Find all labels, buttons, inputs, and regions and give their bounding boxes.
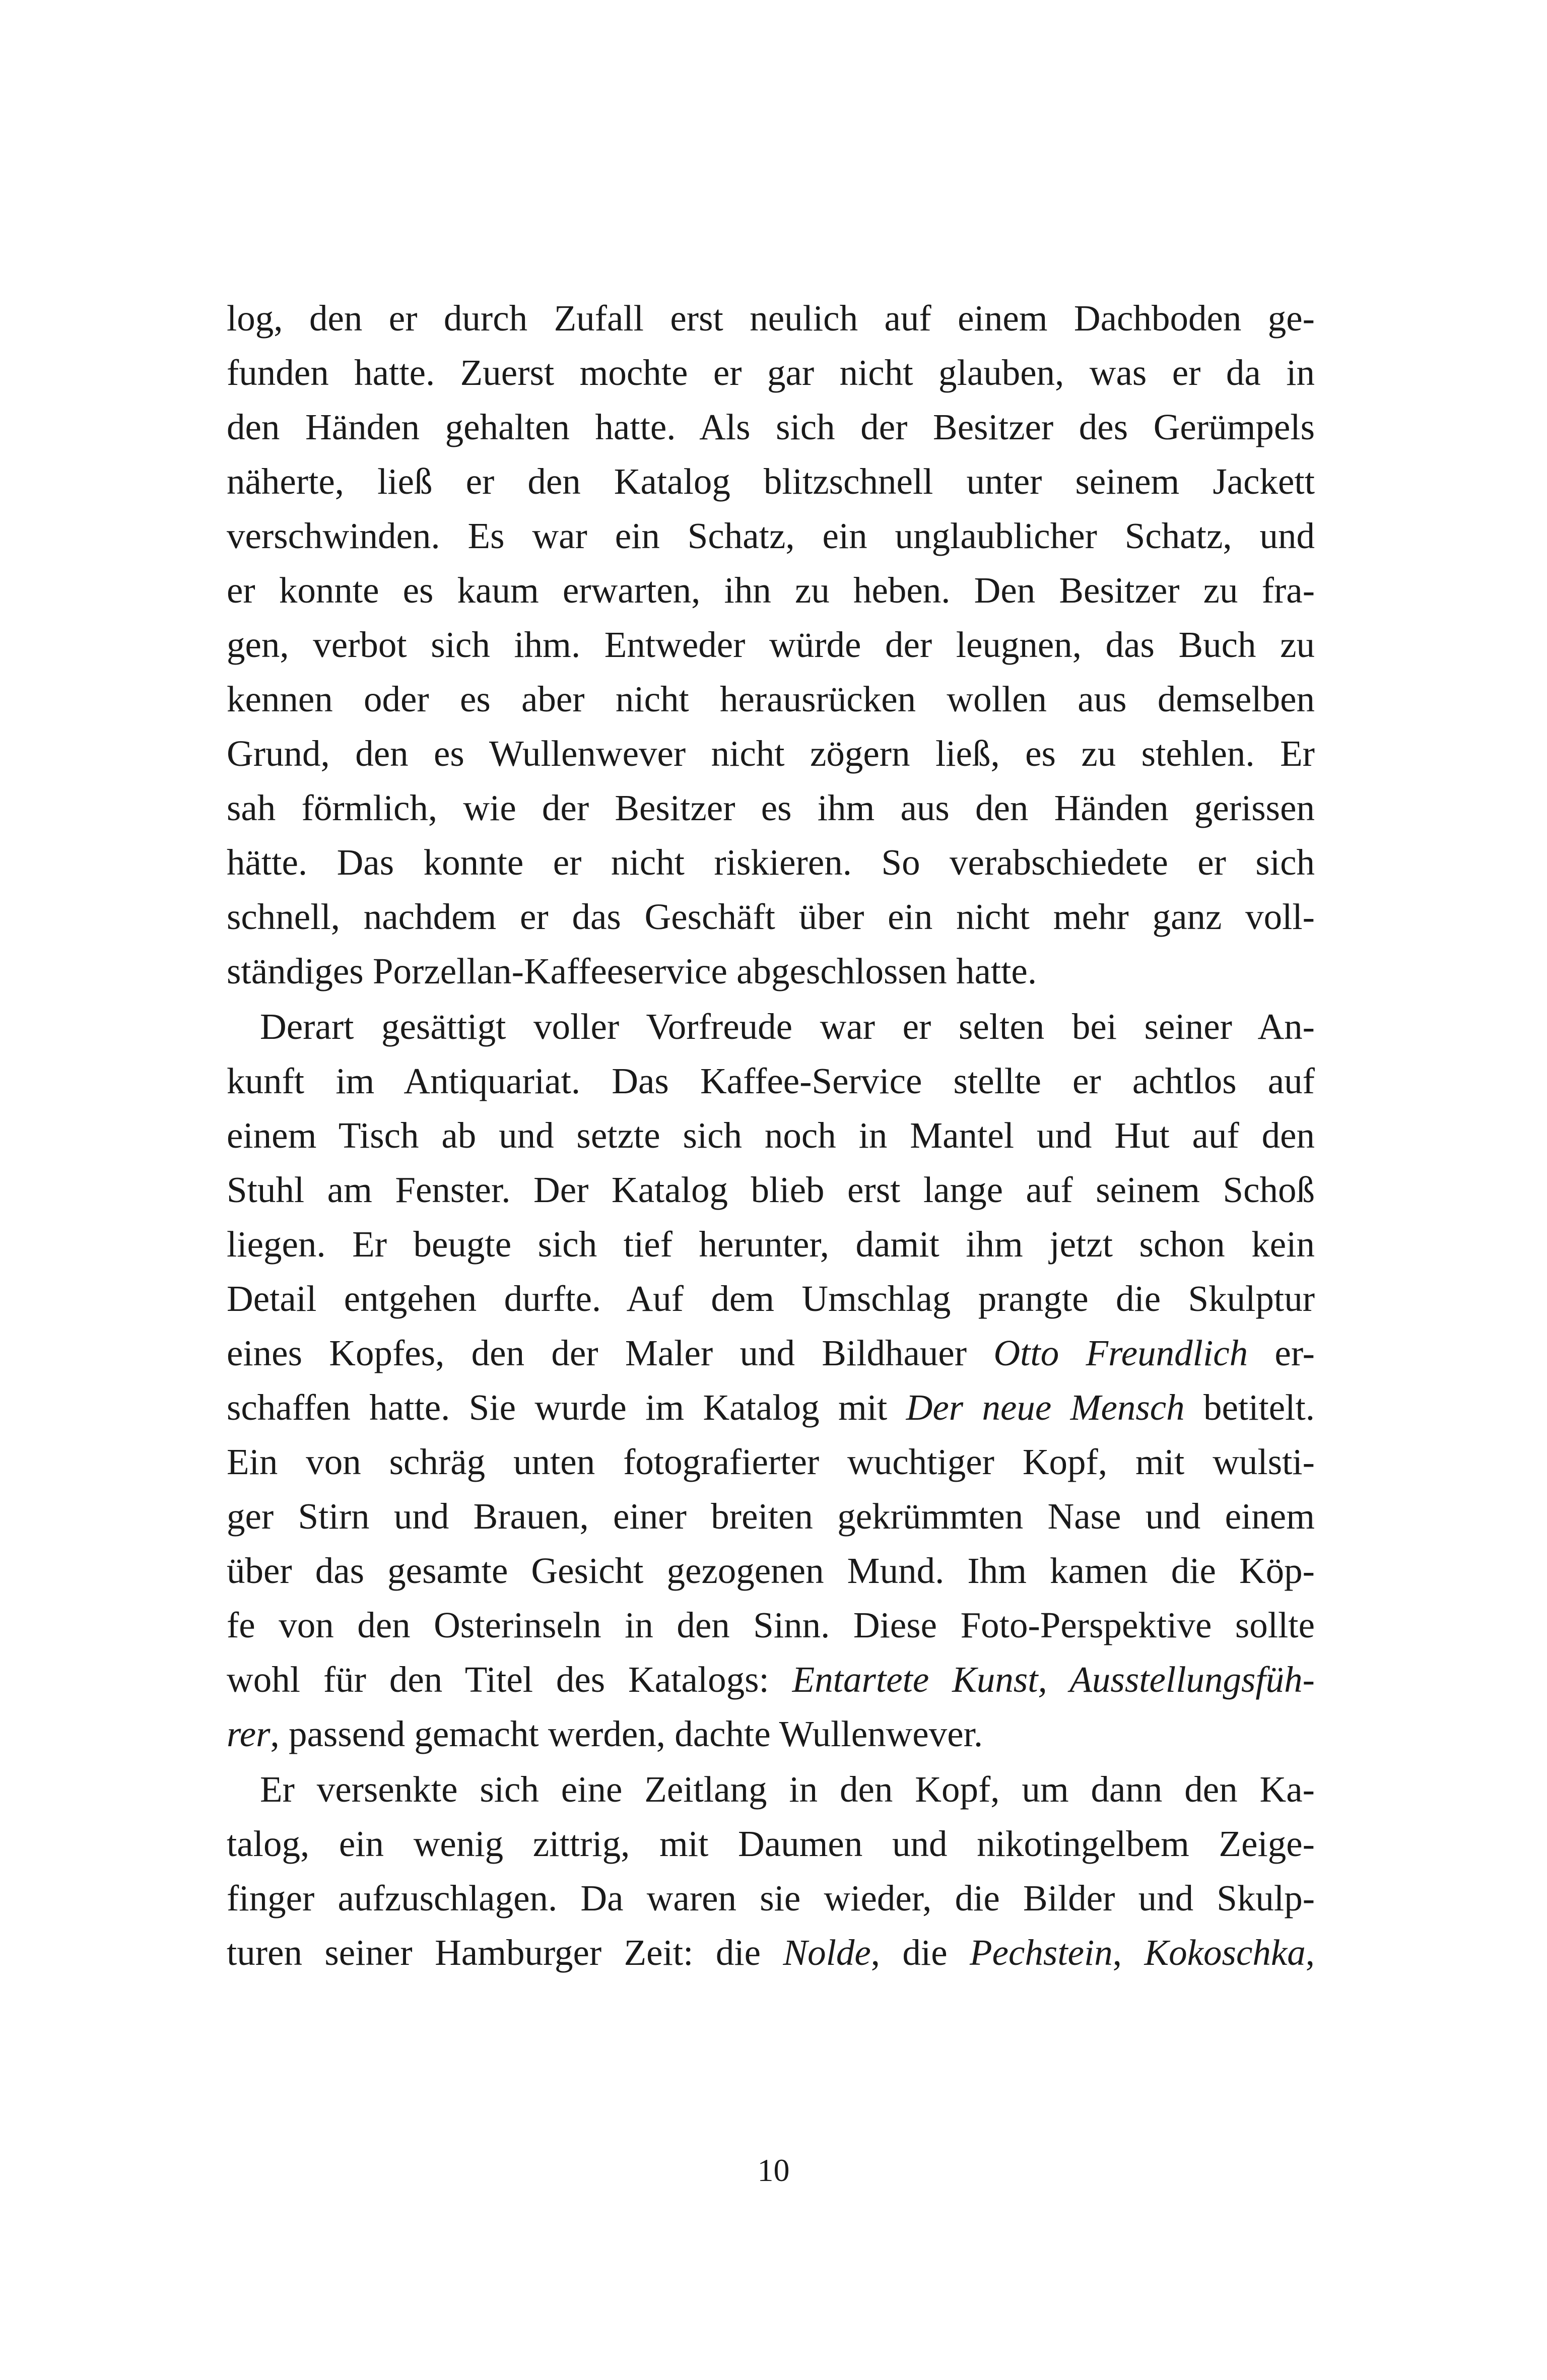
text-line: gen, verbot sich ihm. Entweder würde der leugnen, das Buch zu	[227, 624, 1315, 665]
text-line: Ein von schräg unten fotografierter wuchtiger Kopf, mit wulsti-	[227, 1441, 1315, 1482]
italic-text: Otto Freundlich	[993, 1333, 1248, 1373]
page-number: 10	[757, 2152, 790, 2188]
italic-text: rer	[227, 1713, 271, 1754]
text-line: Derart gesättigt voller Vorfreude war er selten bei seiner An-	[260, 1006, 1315, 1047]
text-run: turen seiner Hamburger Zeit: die	[227, 1932, 783, 1973]
text-line: näherte, ließ er den Katalog blitzschnell unter seinem Jackett	[227, 461, 1315, 502]
italic-text: Kokoschka	[1144, 1932, 1306, 1973]
text-line: liegen. Er beugte sich tief herunter, damit ihm jetzt schon kein	[227, 1224, 1315, 1265]
text-line: er konnte es kaum erwarten, ihn zu heben. Den Besitzer zu fra-	[227, 570, 1315, 611]
italic-text: Der neue Mensch	[906, 1387, 1185, 1428]
text-line: kennen oder es aber nicht herausrücken wollen aus demselben	[227, 679, 1315, 719]
text-line: ger Stirn und Brauen, einer breiten gekrümmten Nase und einem	[227, 1496, 1315, 1537]
text-line: Stuhl am Fenster. Der Katalog blieb erst lange auf seinem Schoß	[227, 1169, 1315, 1210]
text-line: den Händen gehalten hatte. Als sich der Besitzer des Gerümpels	[227, 407, 1315, 447]
text-line: hätte. Das konnte er nicht riskieren. So verabschiedete er sich	[227, 842, 1315, 883]
text-line: Detail entgehen durfte. Auf dem Umschlag prangte die Skulptur	[227, 1278, 1315, 1319]
text-run: ,	[1305, 1932, 1315, 1973]
text-line: funden hatte. Zuerst mochte er gar nicht glauben, was er da in	[227, 352, 1315, 393]
text-line: fe von den Osterinseln in den Sinn. Diese Foto-Perspektive sollte	[227, 1605, 1315, 1645]
text-run: , passend gemacht werden, dachte Wullenwever.	[270, 1713, 983, 1754]
text-line: verschwinden. Es war ein Schatz, ein unglaublicher Schatz, und	[227, 515, 1315, 556]
italic-text: Entartete Kunst, Ausstellungsfüh-	[792, 1659, 1315, 1700]
text-run: er-	[1248, 1333, 1315, 1373]
text-run: eines Kopfes, den der Maler und Bildhauer	[227, 1333, 994, 1373]
text-line: über das gesamte Gesicht gezogenen Mund. Ihm kamen die Köp-	[227, 1550, 1315, 1591]
text-line	[227, 1707, 1315, 1761]
italic-text: Pechstein	[970, 1932, 1113, 1973]
text-run: wohl für den Titel des Katalogs:	[227, 1659, 792, 1700]
text-line: finger aufzuschlagen. Da waren sie wieder, die Bilder und Skulp-	[227, 1878, 1315, 1919]
text-line	[227, 1926, 1315, 1980]
text-run: , die	[870, 1932, 970, 1973]
body-text	[227, 291, 1315, 1980]
text-line: ständiges Porzellan-Kaffeeservice abgeschlossen hatte.	[227, 951, 1037, 991]
text-line: talog, ein wenig zittrig, mit Daumen und nikotingelbem Zeige-	[227, 1823, 1315, 1864]
text-line	[227, 1380, 1315, 1435]
text-line: Er versenkte sich eine Zeitlang in den Kopf, um dann den Ka-	[260, 1769, 1315, 1810]
text-run: ,	[1112, 1932, 1145, 1973]
text-run: schaffen hatte. Sie wurde im Katalog mit	[227, 1387, 906, 1428]
text-line: log, den er durch Zufall erst neulich auf einem Dachboden ge-	[227, 298, 1315, 339]
italic-text: Nolde	[783, 1932, 871, 1973]
text-line: kunft im Antiquariat. Das Kaffee-Service stellte er achtlos auf	[227, 1061, 1315, 1101]
text-line: einem Tisch ab und setzte sich noch in Mantel und Hut auf den	[227, 1115, 1315, 1156]
text-line	[227, 1326, 1315, 1380]
text-line	[227, 1652, 1315, 1707]
text-line: schnell, nachdem er das Geschäft über ein nicht mehr ganz voll-	[227, 896, 1315, 937]
text-run: betitelt.	[1184, 1387, 1315, 1428]
text-line: Grund, den es Wullenwever nicht zögern ließ, es zu stehlen. Er	[227, 733, 1315, 774]
text-line: sah förmlich, wie der Besitzer es ihm aus den Händen gerissen	[227, 787, 1315, 828]
